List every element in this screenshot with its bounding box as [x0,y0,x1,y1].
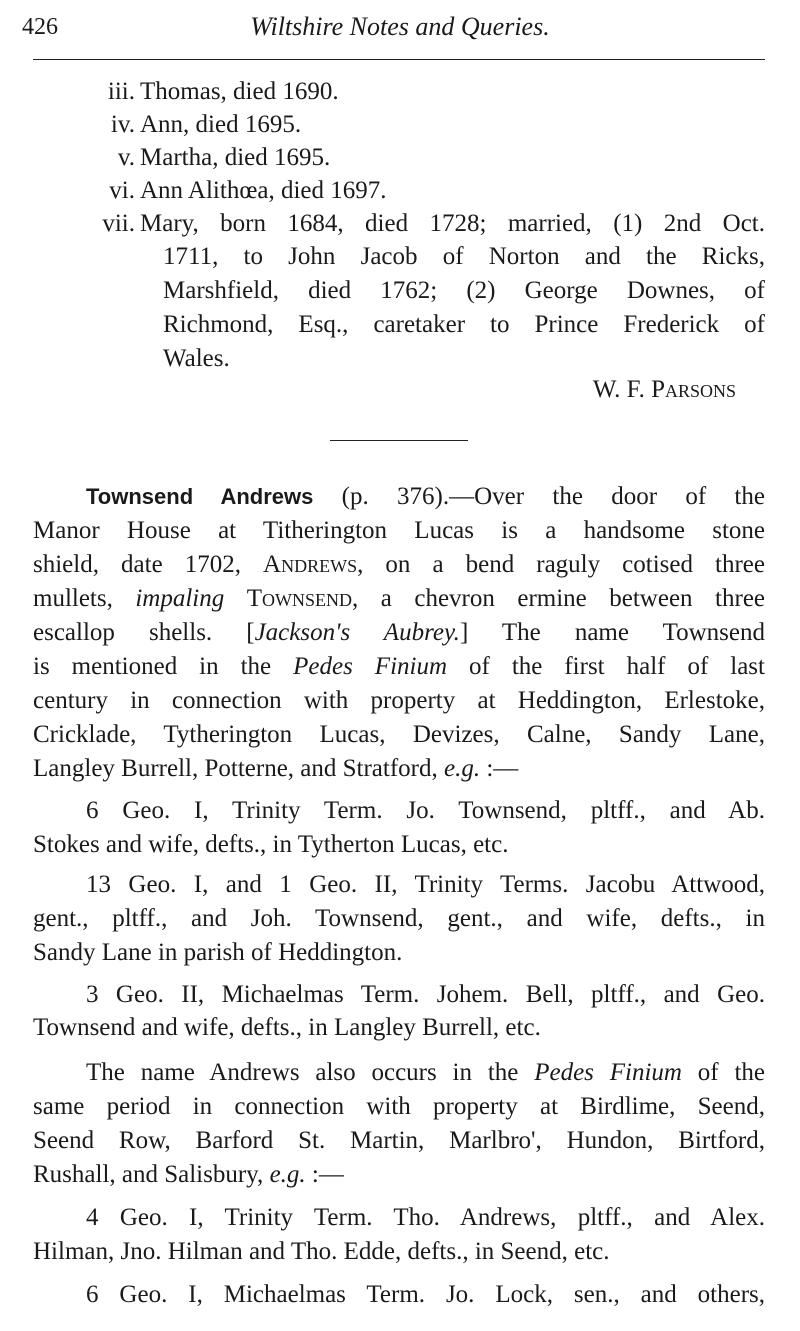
text-run: Stokes and wife, defts., in Tytherton Lucas, etc. [33,831,509,858]
paragraph-line [86,1201,765,1235]
text-run [224,585,247,612]
text-run: is mentioned in the [33,653,294,680]
paragraph-line [33,684,765,718]
text-run: :— [305,1161,344,1188]
paragraph-line [33,616,765,650]
text-run: , a chevron ermine between three [352,585,765,612]
text-run: Hilman, Jno. Hilman and Tho. Edde, defts., in Seend, etc. [33,1238,610,1265]
list-item-number: vii. [102,210,135,237]
text-run: shield, date 1702, [33,551,264,578]
text-run: Cricklade, Tytherington Lucas, Devizes, Calne, Sandy Lane, [33,721,765,748]
paragraph-line [33,1124,765,1158]
text-run: , on a bend raguly cotised three [357,551,765,578]
paragraph-line [33,1011,541,1045]
list-item-text: Mary, born 1684, died 1728; married, (1) 2nd Oct. [140,210,765,237]
small-caps-text: Andrews [263,551,358,578]
list-item-text: Marshfield, died 1762; (2) George Downes, of [163,277,765,304]
paragraph-line [33,1235,610,1269]
paragraph-line [33,548,765,582]
italic-text: Jackson's Aubrey. [254,619,460,646]
text-run: 13 Geo. I, and 1 Geo. II, Trinity Terms. Jacobu Attwood, [86,871,765,898]
paragraph-line [86,794,765,828]
paragraph-line [86,480,765,514]
italic-text: Pedes Finium [534,1059,682,1086]
text-run: 3 Geo. II, Michaelmas Term. Johem. Bell, pltff., and Geo. [86,981,765,1008]
text-run: Sandy Lane in parish of Heddington. [33,939,403,966]
list-item-number: iv. [110,111,135,138]
paragraph-line [33,902,765,936]
author-signature: W. F. Parsons [592,376,736,403]
text-run: Townsend and wife, defts., in Langley Burrell, etc. [33,1014,541,1041]
list-item-number: v. [117,144,135,171]
list-item-text: Ann, died 1695. [140,111,302,138]
running-title: Wiltshire Notes and Queries. [250,12,550,41]
paragraph-line [33,936,402,970]
list-item-text: Ann Alithœa, died 1697. [140,177,387,204]
page-number: 426 [22,14,58,40]
paragraph-line [33,514,765,548]
paragraph-line [33,1090,765,1124]
text-run: gent., pltff., and Joh. Townsend, gent., and wife, defts., in [33,905,765,932]
paragraph-line [33,1158,344,1192]
text-run: Rushall, and Salisbury, [33,1161,270,1188]
paragraph-line [86,868,765,902]
paragraph-line [33,752,518,786]
text-run: mullets, [33,585,136,612]
list-item-text: 1711, to John Jacob of Norton and the Ricks, [163,243,765,270]
list-item-text: Richmond, Esq., caretaker to Prince Frederick of [163,311,765,338]
text-run: The name Andrews also occurs in the [86,1059,535,1086]
list-item-text: Martha, died 1695. [140,144,331,171]
text-run: Manor House at Titherington Lucas is a handsome stone [33,517,765,544]
text-run: escallop shells. [ [33,619,255,646]
italic-text: Pedes Finium [293,653,448,680]
text-run: 4 Geo. I, Trinity Term. Tho. Andrews, pltff., and Alex. [86,1204,765,1231]
paragraph-line [86,1056,765,1090]
text-run: century in connection with property at Heddington, Erlestoke, [33,687,765,714]
list-item-number: iii. [107,78,135,105]
text-run: :— [480,755,519,782]
text-run: Langley Burrell, Potterne, and Stratford, [33,755,444,782]
text-run: ] The name Townsend [459,619,765,646]
paragraph-line [33,718,765,752]
section-divider [330,440,468,441]
text-run: same period in connection with property at Birdlime, Seend, [33,1093,765,1120]
entry-heading: Townsend Andrews [86,484,314,509]
paragraph-line [33,582,765,616]
paragraph-line [86,1278,765,1312]
text-run: Seend Row, Barford St. Martin, Marlbro', Hundon, Birtford, [33,1127,765,1154]
text-run: of the [681,1059,765,1086]
list-item-text: Thomas, died 1690. [140,78,339,105]
paragraph-line [33,828,508,862]
italic-text: e.g. [269,1161,306,1188]
header-rule [33,59,765,60]
list-item-text: Wales. [163,345,230,372]
italic-text: e.g. [444,755,481,782]
text-run: 6 Geo. I, Michaelmas Term. Jo. Lock, sen., and others, [86,1281,765,1308]
text-run: of the first half of last [447,653,765,680]
text-run: (p. 376).—Over the door of the [313,483,765,510]
paragraph-line [86,978,765,1012]
list-item-number: vi. [109,177,135,204]
italic-text: impaling [135,585,225,612]
paragraph-line [33,650,765,684]
small-caps-text: Townsend [246,585,353,612]
text-run: 6 Geo. I, Trinity Term. Jo. Townsend, pltff., and Ab. [86,797,765,824]
